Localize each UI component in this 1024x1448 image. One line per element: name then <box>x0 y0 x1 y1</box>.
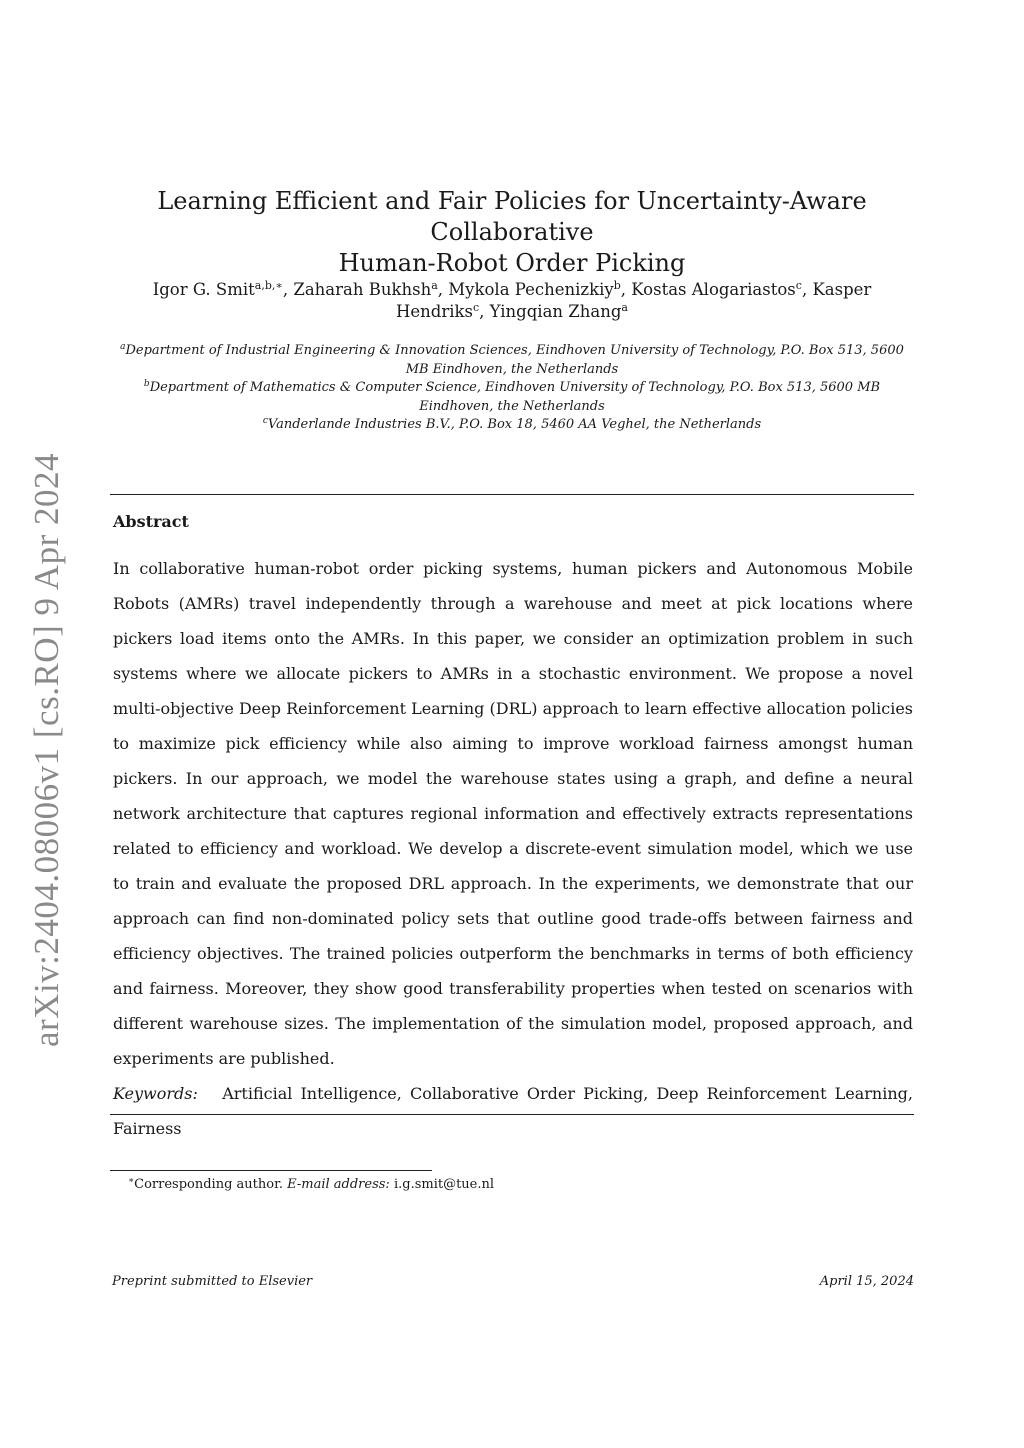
author: Igor G. Smit$^{a,b,∗}$, <box>152 279 294 299</box>
author: Kostas Alogariastos$^c$, <box>631 279 813 299</box>
abstract-top-rule <box>110 494 914 495</box>
keywords-label: Keywords: <box>113 1084 198 1103</box>
author: Zaharah Bukhsh$^a$, <box>293 279 449 299</box>
abstract-text: In collaborative human-robot order picking systems, human pickers and Autonomous Mobile Robots (AMRs) travel independently through a warehouse and meet at pick locations where pickers load items onto the AMRs. In this paper, we consider an optimization problem in such systems where we allocate pickers to AMRs in a stochastic environment. We propose a novel multi-objective Deep Reinforcement Learning (DRL) approach to learn effective allocation policies to maximize pick efficiency while also aiming to improve workload fairness amongst human pickers. In our approach, we model the warehouse states using a graph, and define a neural network architecture that captures regional information and effectively extracts representations related to efficiency and workload. We develop a discrete-event simulation model, which we use to train and evaluate the proposed DRL approach. In the experiments, we demonstrate that our approach can find non-dominated policy sets that outline good trade-offs between fairness and efficiency objectives. The trained policies outperform the benchmarks in terms of both efficiency and fairness. Moreover, they show good transferability properties when tested on scenarios with different warehouse sizes. The implementation of the simulation model, proposed approach, and experiments are published. <box>113 559 913 1068</box>
preprint-date: April 15, 2024 <box>819 1274 914 1289</box>
arxiv-sidebar-stamp <box>22 452 72 1048</box>
arxiv-identifier: arXiv:2404.08006v1 [cs.RO] 9 Apr 2024 <box>27 452 66 1048</box>
title-line-2: Human-Robot Order Picking <box>338 249 686 277</box>
abstract-bottom-rule <box>110 1114 914 1115</box>
footnote-mark: ∗ <box>128 1176 135 1186</box>
affiliation-a: $^a$Department of Industrial Engineering & Innovation Sciences, Eindhoven University of Technology, P.O. Box 513, 5600 MB Eindhoven, the Netherlands <box>120 342 904 377</box>
footnote <box>128 1177 494 1192</box>
author: Kasper Hendriks$^c$, <box>396 280 872 321</box>
abstract-body <box>113 551 913 1146</box>
affiliation-c: $^c$Vanderlande Industries B.V., P.O. Box 18, 5460 AA Veghel, the Netherlands <box>262 416 762 432</box>
preprint-note: Preprint submitted to Elsevier <box>112 1274 313 1289</box>
author-list <box>110 279 914 323</box>
title-line-1: Learning Efficient and Fair Policies for Uncertainty-Aware Collaborative <box>157 187 867 246</box>
author: Mykola Pechenizkiy$^b$, <box>448 279 632 299</box>
abstract-heading: Abstract <box>113 512 189 531</box>
email-address[interactable]: i.g.smit@tue.nl <box>393 1177 495 1192</box>
footnote-text: Corresponding author. <box>134 1177 283 1192</box>
footnote-rule <box>110 1170 432 1171</box>
affiliations <box>110 342 914 435</box>
keywords: Artificial Intelligence, Collaborative Order Picking, Deep Reinforcement Learning, Fairness <box>113 1084 913 1138</box>
affiliation-b: $^b$Department of Mathematics & Computer Science, Eindhoven University of Technology, P.O. Box 513, 5600 MB Eindhoven, the Netherlands <box>143 379 881 414</box>
email-label: E-mail address: <box>287 1177 390 1192</box>
author: Yingqian Zhang$^a$ <box>489 301 628 321</box>
paper-title <box>110 186 914 279</box>
